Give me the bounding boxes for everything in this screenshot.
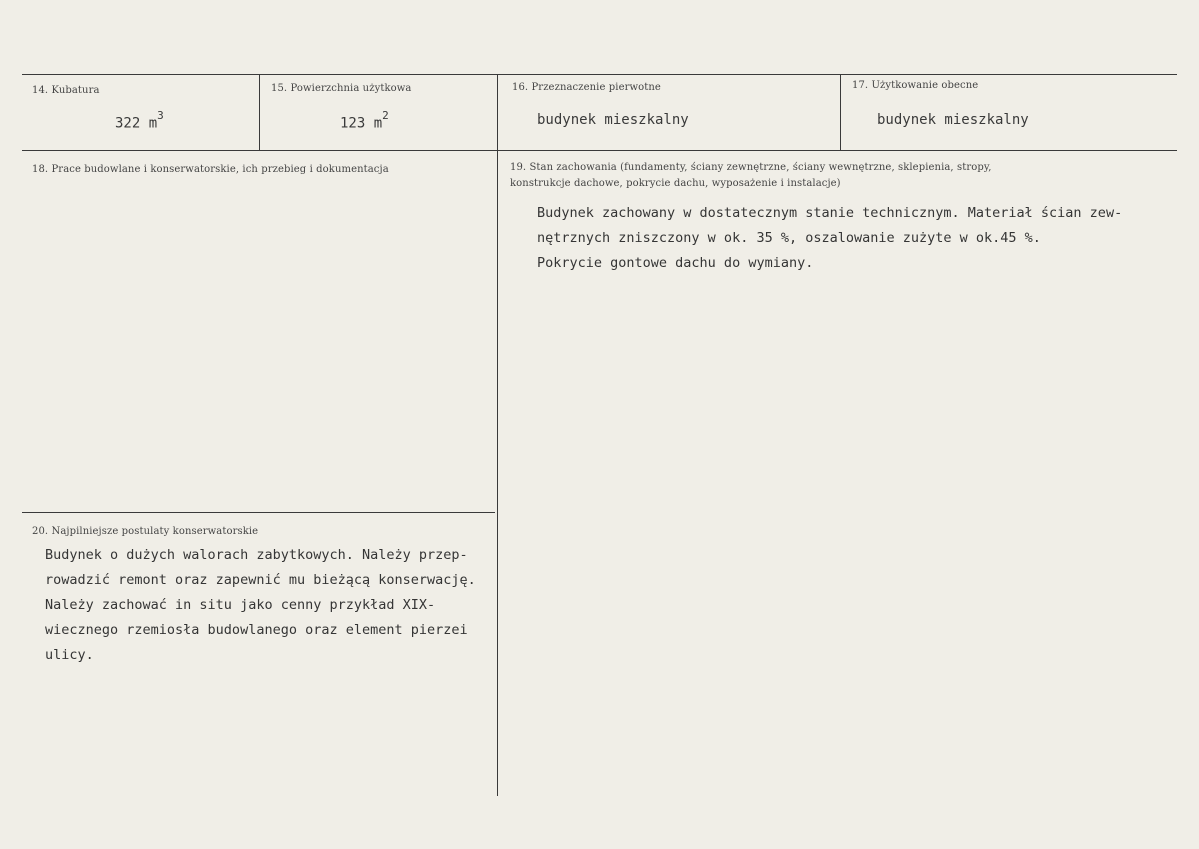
field-16-value: budynek mieszkalny [537, 112, 689, 128]
field-16-label: 16. Przeznaczenie pierwotne [512, 82, 661, 93]
field-19-text-line: nętrznych zniszczony w ok. 35 %, oszalowanie zużyte w ok.45 %. [537, 230, 1041, 246]
field-20-text-line: Budynek o dużych walorach zabytkowych. Należy przep- [45, 547, 468, 563]
field-17-label: 17. Użytkowanie obecne [852, 80, 979, 91]
row-divider [22, 150, 1177, 151]
col-divider-3 [840, 74, 841, 150]
field-20-text [45, 543, 476, 668]
field-14-value: 322 $m^3$ [115, 109, 164, 132]
field-17-value: budynek mieszkalny [877, 112, 1029, 128]
col-divider-2 [497, 74, 498, 796]
field-19-text-line: Budynek zachowany w dostatecznym stanie technicznym. Materiał ścian zew- [537, 205, 1123, 221]
col-divider-1 [259, 74, 260, 150]
field-19-label-line2: konstrukcje dachowe, pokrycie dachu, wyposażenie i instalacje) [510, 178, 841, 189]
field-20-text-line: rowadzić remont oraz zapewnić mu bieżącą konserwację. [45, 572, 476, 588]
field-14-label: 14. Kubatura [32, 85, 100, 96]
top-border [22, 74, 1177, 75]
field-20-text-line: Należy zachować in situ jako cenny przykład XIX- [45, 597, 436, 613]
field-20-label: 20. Najpilniejsze postulaty konserwatorskie [32, 526, 259, 537]
field-14-unit-exponent: 3 [157, 109, 164, 122]
field-15-value: 123 $m^2$ [340, 109, 389, 132]
field-20-text-line: wiecznego rzemiosła budowlanego oraz element pierzei [45, 622, 468, 638]
field-20-divider [22, 512, 495, 513]
field-15-unit-exponent: 2 [382, 109, 389, 122]
field-19-text-line: Pokrycie gontowe dachu do wymiany. [537, 255, 814, 271]
field-18-label: 18. Prace budowlane i konserwatorskie, ich przebieg i dokumentacja [32, 164, 389, 175]
field-20-text-line: ulicy. [45, 647, 94, 663]
field-15-label: 15. Powierzchnia użytkowa [271, 83, 412, 94]
field-19-text [537, 201, 1122, 276]
field-19-label-line1: 19. Stan zachowania (fundamenty, ściany zewnętrzne, ściany wewnętrzne, sklepienia, stropy, [510, 162, 992, 173]
